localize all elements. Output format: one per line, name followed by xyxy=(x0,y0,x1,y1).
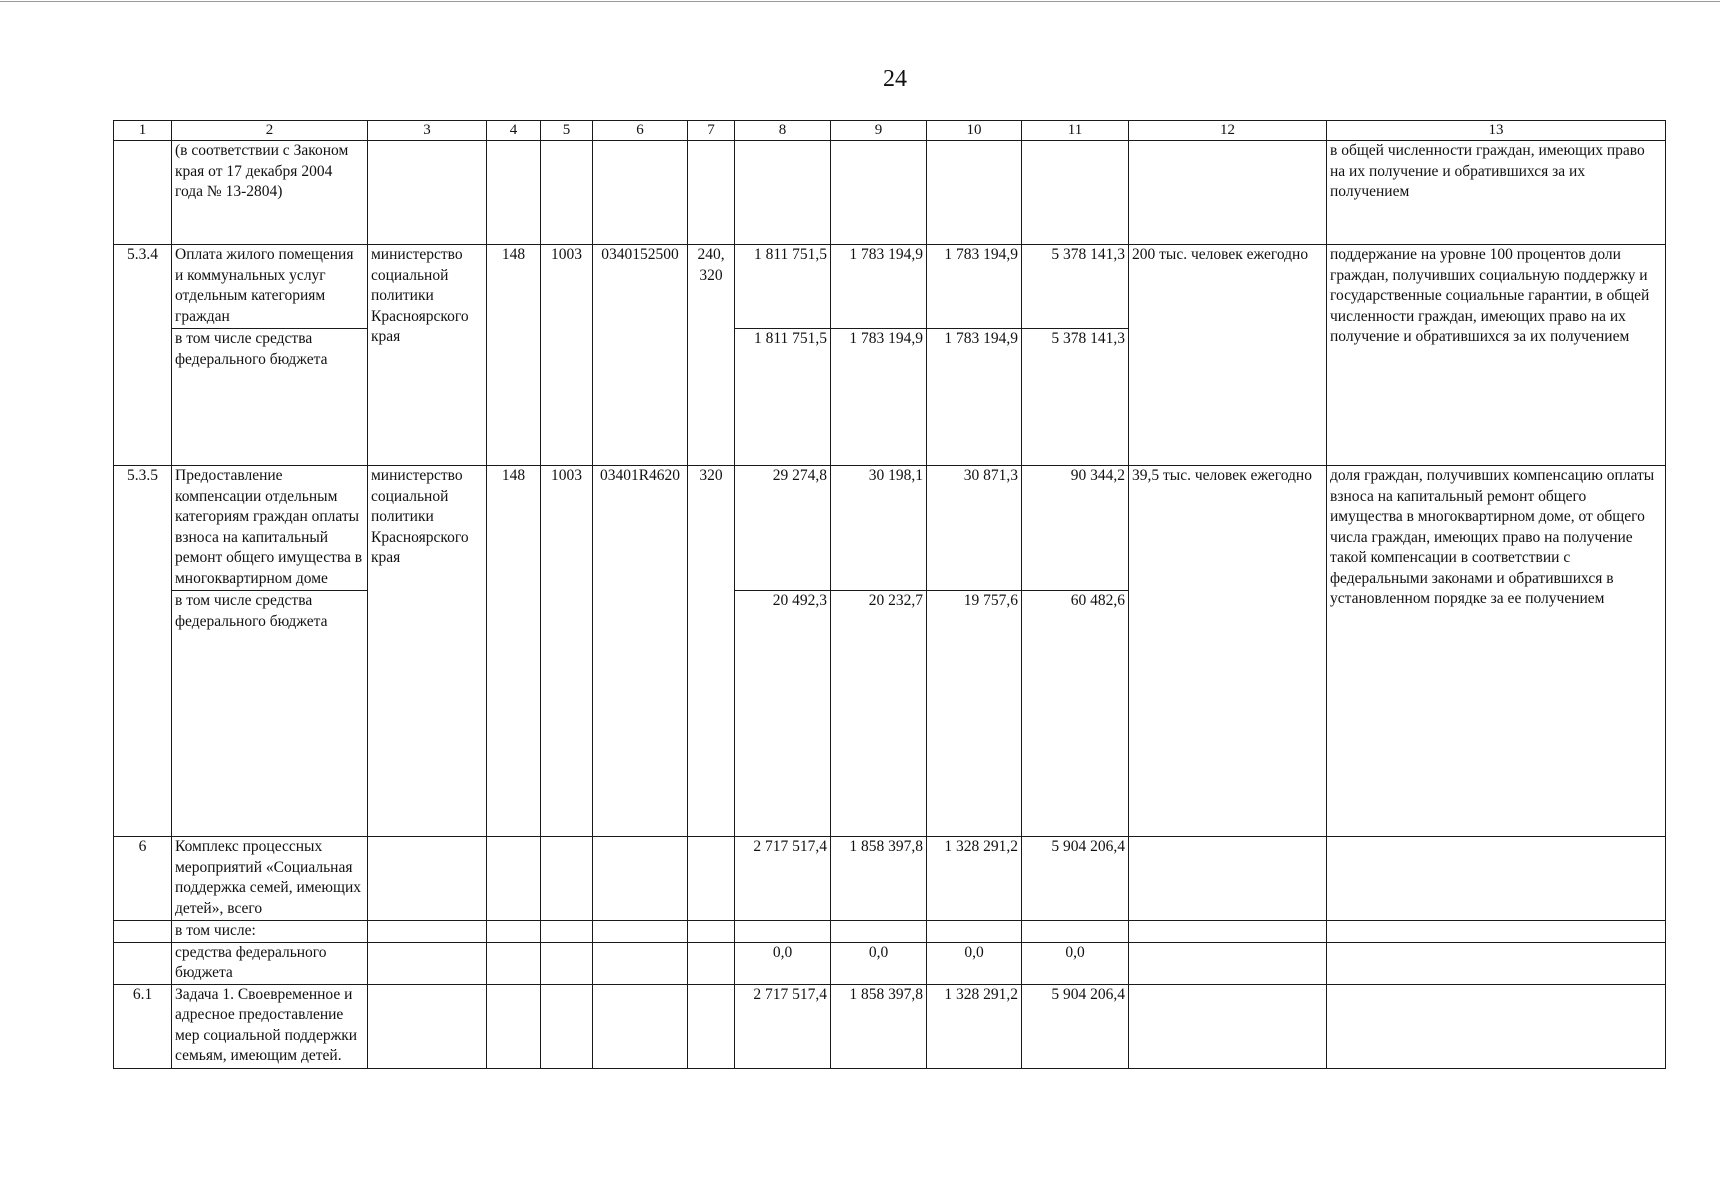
federal-amount-2026: 1 783 194,9 xyxy=(927,329,1022,466)
amount-2026: 1 328 291,2 xyxy=(927,984,1022,1068)
column-number: 12 xyxy=(1129,121,1327,141)
activity-name-cell: (в соответствии с Законом края от 17 декабря 2004 года № 13-2804) xyxy=(172,141,368,245)
column-number: 5 xyxy=(541,121,593,141)
table-row-5-3-5 xyxy=(114,466,1666,591)
federal-budget-label: средства федерального бюджета xyxy=(172,942,368,984)
amount-2026: 30 871,3 xyxy=(927,466,1022,591)
federal-amount-total: 0,0 xyxy=(1022,942,1129,984)
column-number-row xyxy=(114,121,1666,141)
amount-total: 5 378 141,3 xyxy=(1022,245,1129,329)
including-label: в том числе: xyxy=(172,921,368,943)
activity-name-cell: Задача 1. Своевременное и адресное предоставление мер социальной поддержки семьям, имеющим детей. xyxy=(172,984,368,1068)
activity-name-cell: Комплекс процессных мероприятий «Социальная поддержка семей, имеющих детей», всего xyxy=(172,837,368,921)
csr-code: 03401R4620 xyxy=(593,466,688,837)
grbs-code: 148 xyxy=(487,466,541,837)
csr-code: 0340152500 xyxy=(593,245,688,466)
federal-amount-2024: 1 811 751,5 xyxy=(735,329,831,466)
amount-2024: 29 274,8 xyxy=(735,466,831,591)
column-number: 8 xyxy=(735,121,831,141)
federal-amount-2024: 20 492,3 xyxy=(735,591,831,837)
table-row-continuation xyxy=(114,141,1666,245)
federal-amount-2025: 1 783 194,9 xyxy=(831,329,927,466)
expected-result-cell: 200 тыс. человек ежегодно xyxy=(1129,245,1327,466)
rzpr-code: 1003 xyxy=(541,245,593,466)
federal-amount-2025: 20 232,7 xyxy=(831,591,927,837)
expected-result-cell: 39,5 тыс. человек ежегодно xyxy=(1129,466,1327,837)
federal-amount-2024: 0,0 xyxy=(735,942,831,984)
executor-cell: министерство социальной политики Красноярского края xyxy=(368,245,487,466)
column-number: 3 xyxy=(368,121,487,141)
scan-top-edge xyxy=(0,1,1720,2)
amount-total: 5 904 206,4 xyxy=(1022,984,1129,1068)
table-row-5-3-4 xyxy=(114,245,1666,329)
federal-amount-total: 5 378 141,3 xyxy=(1022,329,1129,466)
column-number: 7 xyxy=(688,121,735,141)
federal-amount-total: 60 482,6 xyxy=(1022,591,1129,837)
indicator-cell: доля граждан, получивших компенсацию оплаты взноса на капитальный ремонт общего имущества в многоквартирном доме, от общего числа граждан, имеющих право на получение такой компенсации в соответствии с федеральными законами и обратившихся в установленном порядке за ее получением xyxy=(1327,466,1666,837)
federal-amount-2025: 0,0 xyxy=(831,942,927,984)
table-row-6-including xyxy=(114,921,1666,943)
row-number: 5.3.5 xyxy=(114,466,172,837)
indicator-cell: в общей численности граждан, имеющих право на их получение и обратившихся за их получением xyxy=(1327,141,1666,245)
federal-budget-label: в том числе средства федерального бюджета xyxy=(172,329,368,466)
amount-total: 5 904 206,4 xyxy=(1022,837,1129,921)
program-activities-table xyxy=(113,120,1666,1069)
column-number: 2 xyxy=(172,121,368,141)
activity-name-cell: Предоставление компенсации отдельным категориям граждан оплаты взноса на капитальный ремонт общего имущества в многоквартирном доме xyxy=(172,466,368,591)
column-number: 1 xyxy=(114,121,172,141)
table-row-6 xyxy=(114,837,1666,921)
table-row-6-federal xyxy=(114,942,1666,984)
federal-amount-2026: 19 757,6 xyxy=(927,591,1022,837)
amount-2024: 1 811 751,5 xyxy=(735,245,831,329)
column-number: 9 xyxy=(831,121,927,141)
executor-cell: министерство социальной политики Красноярского края xyxy=(368,466,487,837)
row-number: 6 xyxy=(114,837,172,921)
amount-2024: 2 717 517,4 xyxy=(735,837,831,921)
column-number: 11 xyxy=(1022,121,1129,141)
vr-code: 240, 320 xyxy=(688,245,735,466)
column-number: 6 xyxy=(593,121,688,141)
federal-budget-label: в том числе средства федерального бюджета xyxy=(172,591,368,837)
table-row-6-1 xyxy=(114,984,1666,1068)
amount-2026: 1 328 291,2 xyxy=(927,837,1022,921)
vr-code: 320 xyxy=(688,466,735,837)
amount-2025: 1 858 397,8 xyxy=(831,837,927,921)
amount-total: 90 344,2 xyxy=(1022,466,1129,591)
amount-2026: 1 783 194,9 xyxy=(927,245,1022,329)
amount-2025: 30 198,1 xyxy=(831,466,927,591)
amount-2024: 2 717 517,4 xyxy=(735,984,831,1068)
federal-amount-2026: 0,0 xyxy=(927,942,1022,984)
column-number: 4 xyxy=(487,121,541,141)
column-number: 13 xyxy=(1327,121,1666,141)
row-number: 5.3.4 xyxy=(114,245,172,466)
page-number: 24 xyxy=(883,66,907,92)
column-number: 10 xyxy=(927,121,1022,141)
amount-2025: 1 858 397,8 xyxy=(831,984,927,1068)
row-number: 6.1 xyxy=(114,984,172,1068)
amount-2025: 1 783 194,9 xyxy=(831,245,927,329)
indicator-cell: поддержание на уровне 100 процентов доли граждан, получивших социальную поддержку и государственные социальные гарантии, в общей численности граждан, имеющих право на их получение и обратившихся за их получением xyxy=(1327,245,1666,466)
grbs-code: 148 xyxy=(487,245,541,466)
activity-name-cell: Оплата жилого помещения и коммунальных услуг отдельным категориям граждан xyxy=(172,245,368,329)
rzpr-code: 1003 xyxy=(541,466,593,837)
